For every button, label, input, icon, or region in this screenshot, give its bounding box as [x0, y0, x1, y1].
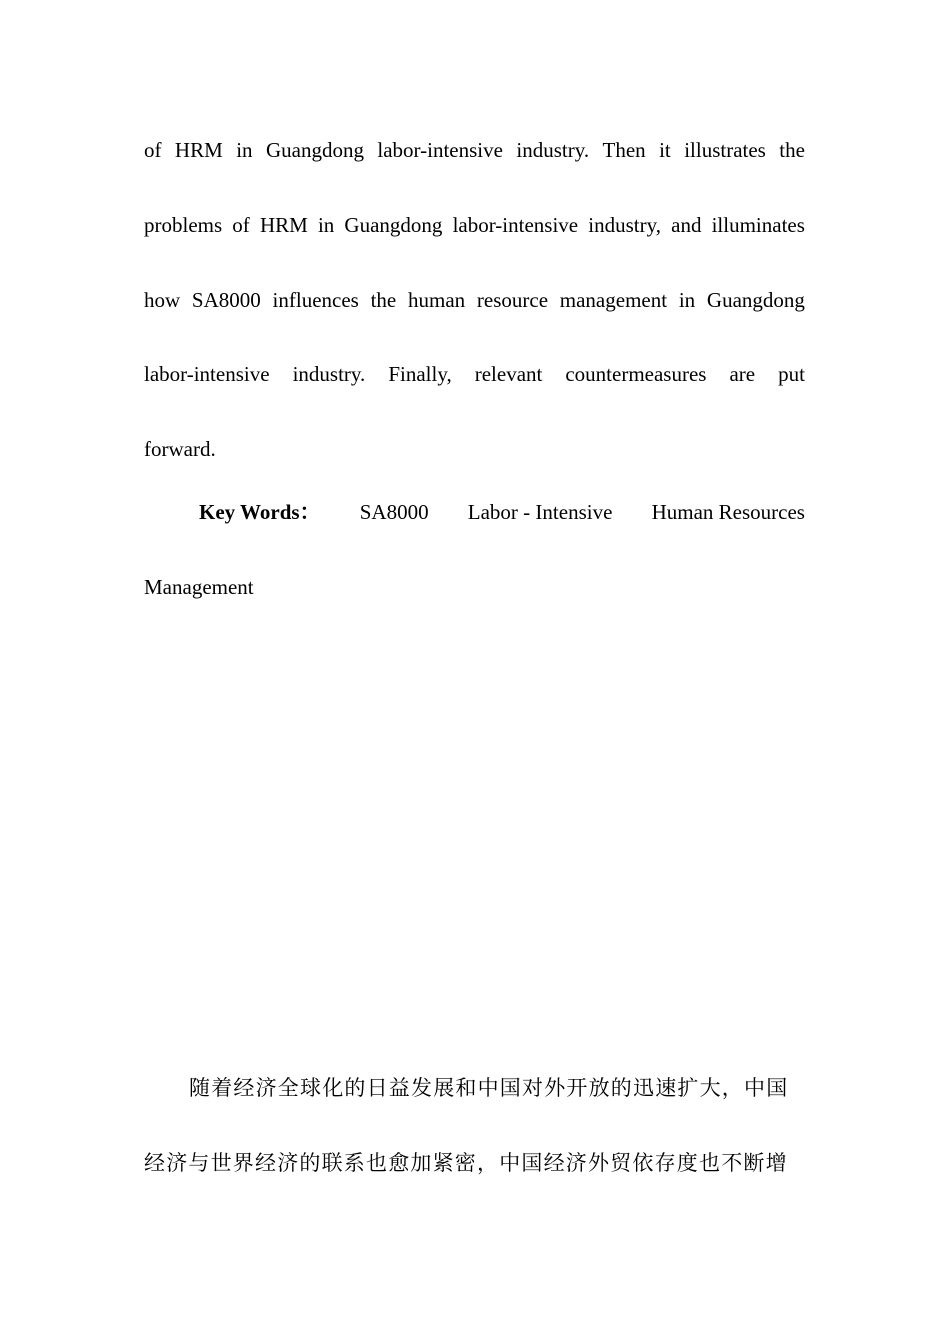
word: human: [407, 288, 466, 312]
word: problems: [144, 213, 223, 237]
word: in: [317, 213, 335, 237]
word: relevant: [474, 362, 543, 386]
word: industry.: [292, 362, 366, 386]
word: management: [559, 288, 668, 312]
word: put: [778, 362, 805, 386]
abstract-line-3: [144, 286, 805, 314]
abstract-line-1: [144, 136, 805, 164]
chinese-paragraph-line-2: 经济与世界经济的联系也愈加紧密，中国经济外贸依存度也不断增: [144, 1151, 788, 1175]
keywords-line: [199, 498, 805, 526]
word: the: [779, 138, 805, 162]
word: countermeasures: [565, 362, 707, 386]
word: labor-intensive: [452, 213, 579, 237]
word: industry.: [516, 138, 590, 162]
word: Finally,: [388, 362, 452, 386]
word: how: [144, 288, 181, 312]
word: labor-intensive: [144, 362, 270, 386]
keywords-label: Key Words：: [199, 500, 321, 524]
word: illuminates: [711, 213, 805, 237]
abstract-line-4: [144, 360, 805, 388]
word: are: [729, 362, 756, 386]
word: labor-intensive: [377, 138, 503, 162]
word: Then: [602, 138, 646, 162]
keywords-continuation: Management: [144, 575, 254, 599]
word: Guangdong: [344, 213, 443, 237]
keyword-item: SA8000: [359, 500, 429, 524]
abstract-line-2: [144, 211, 805, 239]
word: it: [659, 138, 671, 162]
word: illustrates: [684, 138, 766, 162]
abstract-last-line: forward.: [144, 437, 216, 461]
word: Guangdong: [706, 288, 805, 312]
word: and: [671, 213, 702, 237]
word: of: [232, 213, 250, 237]
word: SA8000: [191, 288, 261, 312]
word: of: [144, 138, 162, 162]
word: HRM: [259, 213, 308, 237]
chinese-paragraph-line-1: 随着经济全球化的日益发展和中国对外开放的迅速扩大，中国: [189, 1076, 789, 1100]
word: resource: [476, 288, 549, 312]
word: in: [236, 138, 253, 162]
word: the: [370, 288, 397, 312]
word: influences: [272, 288, 359, 312]
word: HRM: [174, 138, 223, 162]
word: in: [678, 288, 696, 312]
keyword-item: Labor - Intensive: [467, 500, 613, 524]
word: Guangdong: [265, 138, 364, 162]
word: industry,: [588, 213, 661, 237]
keyword-item: Human Resources: [651, 500, 805, 524]
